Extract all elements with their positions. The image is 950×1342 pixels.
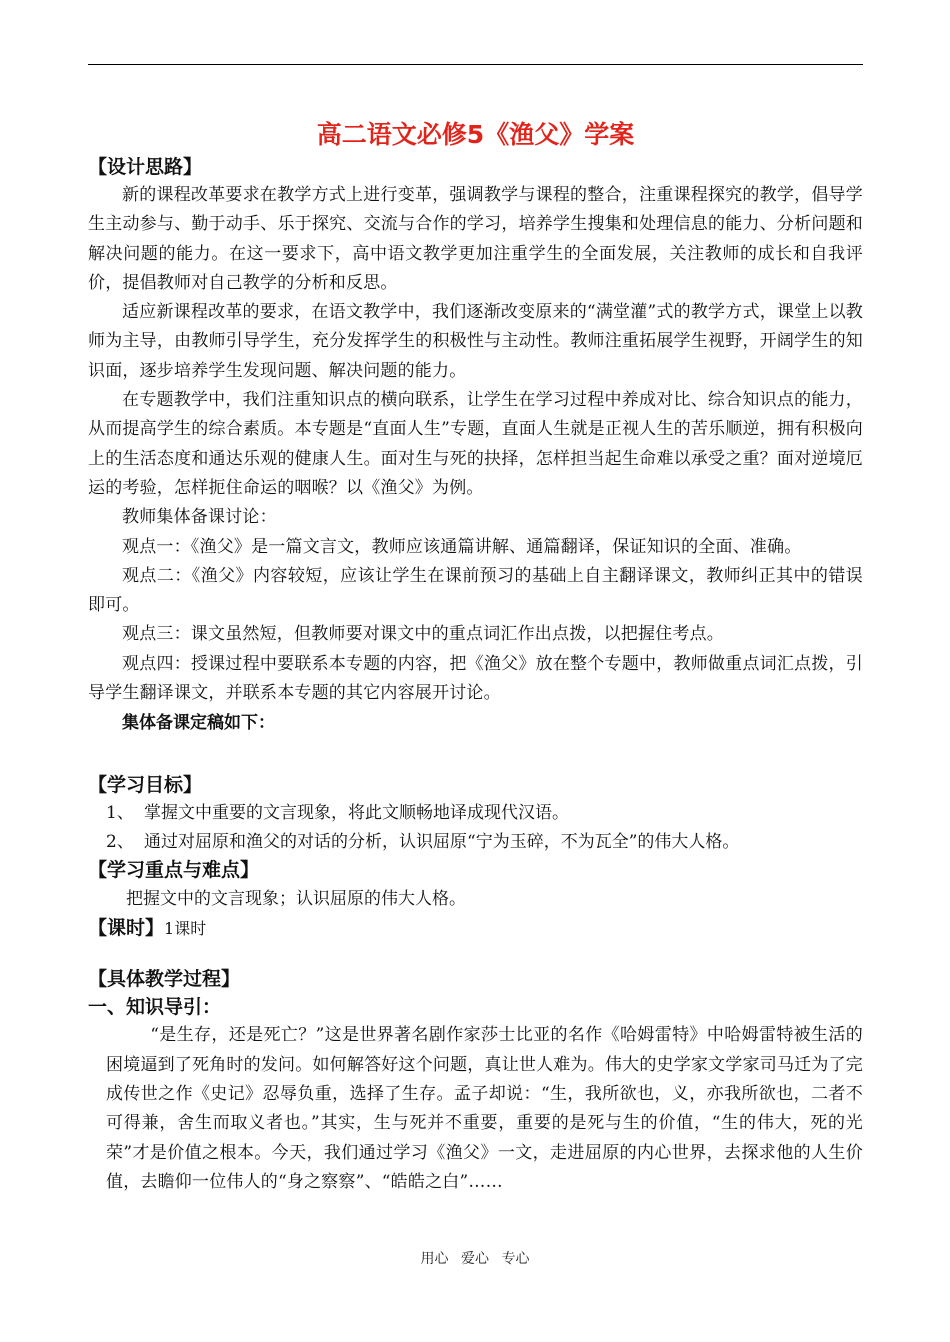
- viewpoint-3: 观点三：课文虽然短，但教师要对课文中的重点词汇作出点拨，以把握住考点。: [122, 624, 724, 645]
- page-footer: 用心 爱心 专心: [420, 1251, 530, 1267]
- objective-text: 通过对屈原和渔父的对话的分析，认识屈原“宁为玉碎，不为瓦全”的伟大人格。: [144, 832, 740, 853]
- design-paragraph-3: 在专题教学中，我们注重知识点的横向联系，让学生在学习过程中养成对比、综合知识点的能力，从而提高学生的综合素质。本专题是“直面人生”专题，直面人生就是正视人生的苦乐顺逆，拥有积极向上的生活态度和通达乐观的健康人生。面对生与死的抉择，怎样担当起生命难以承受之重？面对逆境厄运的考验，怎样扼住命运的咽喉？以《渔父》为例。: [88, 390, 863, 498]
- page-title: 高二语文必修5《渔父》学案: [316, 120, 635, 149]
- section-title-knowledge-intro: 一、知识导引：: [88, 996, 222, 1019]
- design-heading: 【设计思路】: [88, 156, 203, 178]
- viewpoint-1: 观点一：《渔父》是一篇文言文，教师应该通篇讲解、通篇翻译，保证知识的全面、准确。: [122, 536, 802, 557]
- keypoints-text: 把握文中的文言现象；认识屈原的伟大人格。: [126, 889, 466, 910]
- objective-number: 2、: [106, 832, 134, 853]
- objectives-heading: 【学习目标】: [88, 774, 203, 797]
- viewpoint-4: 观点四：授课过程中要联系本专题的内容，把《渔父》放在整个专题中，教师做重点词汇点拨，引导学生翻译课文，并联系本专题的其它内容展开讨论。: [88, 653, 863, 704]
- objective-item-2: [88, 828, 863, 857]
- objective-text: 掌握文中重要的文言现象，将此文顺畅地译成现代汉语。: [144, 803, 569, 824]
- knowledge-intro-paragraph: “是生存，还是死亡？”这是世界著名剧作家莎士比亚的名作《哈姆雷特》中哈姆雷特被生活的困境逼到了死角时的发问。如何解答好这个问题，真让世人难为。伟大的史学家文学家司马迁为了完成传世之作《史记》忍辱负重，选择了生存。孟子却说：“生，我所欲也，义，亦我所欲也，二者不可得兼，舍生而取义者也。”其实，生与死并不重要，重要的是死与生的价值，“生的伟大，死的光荣”才是价值之根本。今天，我们通过学习《渔父》一文，走进屈原的内心世界，去探求他的人生价值，去瞻仰一位伟人的“身之察察”、“皓皓之白”……: [106, 1025, 863, 1192]
- objective-number: 1、: [106, 803, 134, 824]
- document-body: [88, 118, 863, 1197]
- keypoints-heading: 【学习重点与难点】: [88, 859, 260, 882]
- hours-value: 1课时: [164, 919, 207, 939]
- design-paragraph-2: 适应新课程改革的要求，在语文教学中，我们逐渐改变原来的“满堂灌”式的教学方式，课堂上以教师为主导，由教师引导学生，充分发挥学生的积极性与主动性。教师注重拓展学生视野，开阔学生的知识面，逐步培养学生发现问题、解决问题的能力。: [88, 302, 863, 381]
- hours-heading: 【课时】: [88, 917, 165, 940]
- viewpoint-2: 观点二：《渔父》内容较短，应该让学生在课前预习的基础上自主翻译课文，教师纠正其中的错误即可。: [88, 565, 863, 616]
- objective-item-1: [88, 799, 863, 828]
- discussion-intro: 教师集体备课讨论：: [122, 507, 277, 528]
- spacer: [88, 944, 863, 966]
- class-hours: [88, 914, 863, 944]
- process-heading: 【具体教学过程】: [88, 968, 241, 991]
- spacer: [88, 738, 863, 772]
- final-draft-note: 集体备课定稿如下：: [122, 713, 275, 734]
- header-rule: [88, 64, 863, 65]
- design-paragraph-1: 新的课程改革要求在教学方式上进行变革，强调教学与课程的整合，注重课程探究的教学，倡导学生主动参与、勤于动手、乐于探究、交流与合作的学习，培养学生搜集和处理信息的能力、分析问题和解决问题的能力。在这一要求下，高中语文教学更加注重学生的全面发展，关注教师的成长和自我评价，提倡教师对自己教学的分析和反思。: [88, 185, 863, 293]
